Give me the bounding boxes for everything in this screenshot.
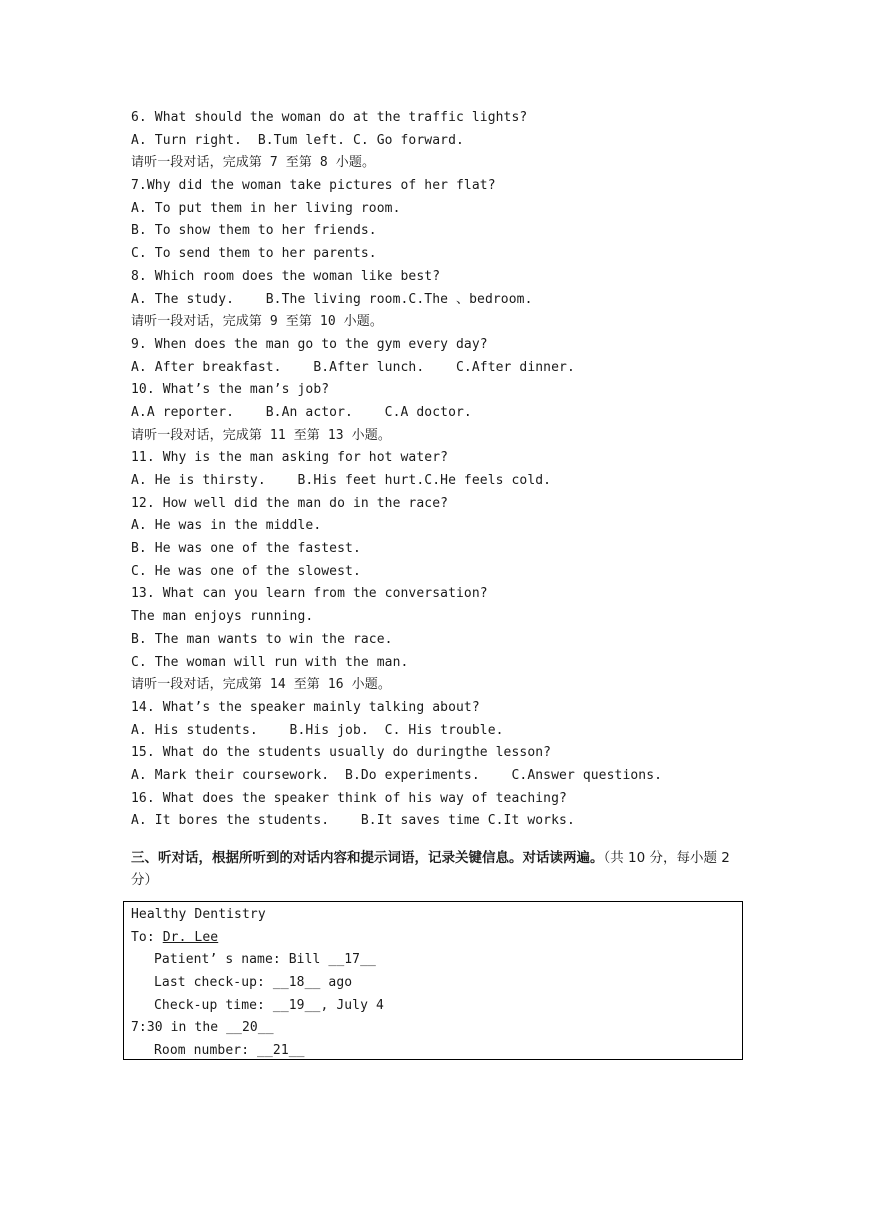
- question-12: 12. How well did the man do in the race?: [131, 495, 449, 511]
- options-15: A. Mark their coursework. B.Do experiments. C.Answer questions.: [131, 767, 663, 783]
- notes-room-number: Room number: __21__: [154, 1043, 305, 1059]
- option-13a: The man enjoys running.: [131, 609, 314, 625]
- option-13c: C. The woman will run with the man.: [131, 654, 409, 670]
- question-7: 7.Why did the woman take pictures of her flat?: [131, 178, 496, 194]
- notes-title: Healthy Dentistry: [131, 907, 266, 922]
- options-14: A. His students. B.His job. C. His trouble.: [131, 722, 504, 738]
- instruction-7-8: 请听一段对话，完成第 7 至第 8 小题。: [131, 155, 376, 171]
- option-12b: B. He was one of the fastest.: [131, 541, 361, 557]
- option-7c: C. To send them to her parents.: [131, 246, 377, 262]
- options-8: A. The study. B.The living room.C.The 、bedroom.: [131, 291, 533, 307]
- instruction-14-16: 请听一段对话，完成第 14 至第 16 小题。: [131, 677, 391, 693]
- question-6: 6. What should the woman do at the traffic lights?: [131, 110, 528, 125]
- options-11: A. He is thirsty. B.His feet hurt.C.He feels cold.: [131, 473, 552, 488]
- notes-to-label: To:: [131, 929, 163, 945]
- option-7a: A. To put them in her living room.: [131, 200, 401, 216]
- options-9: A. After breakfast. B.After lunch. C.After dinner.: [131, 359, 575, 375]
- option-12c: C. He was one of the slowest.: [131, 563, 361, 579]
- options-10: A.A reporter. B.An actor. C.A doctor.: [131, 404, 472, 420]
- notes-checkup-time: Check-up time: __19__, July 4: [154, 997, 384, 1013]
- section-3-heading: [131, 847, 743, 891]
- notes-to-value: Dr. Lee: [162, 929, 219, 945]
- option-7b: B. To show them to her friends.: [131, 223, 377, 239]
- notes-patient-name: Patient’ s name: Bill __17__: [154, 952, 376, 968]
- instruction-11-13: 请听一段对话，完成第 11 至第 13 小题。: [131, 427, 391, 443]
- option-13b: B. The man wants to win the race.: [131, 631, 393, 647]
- section-3-score: （共 10 分，每小题 2 分）: [131, 850, 730, 888]
- notes-to-line: [131, 927, 742, 950]
- question-16: 16. What does the speaker think of his way of teaching?: [131, 790, 567, 806]
- options-16: A. It bores the students. B.It saves time C.It works.: [131, 813, 575, 829]
- question-15: 15. What do the students usually do duringthe lesson?: [131, 745, 552, 761]
- instruction-9-10: 请听一段对话，完成第 9 至第 10 小题。: [131, 314, 383, 330]
- question-9: 9. When does the man go to the gym every day?: [131, 336, 488, 352]
- question-list: [131, 107, 751, 891]
- question-14: 14. What’s the speaker mainly talking about?: [131, 699, 480, 715]
- question-11: 11. Why is the man asking for hot water?: [131, 450, 449, 466]
- notes-last-checkup: Last check-up: __18__ ago: [154, 975, 353, 991]
- option-12a: A. He was in the middle.: [131, 518, 322, 534]
- notes-time-line: 7:30 in the __20__: [131, 1020, 274, 1036]
- notes-box: [123, 901, 743, 1060]
- question-8: 8. Which room does the woman like best?: [131, 268, 441, 284]
- question-10: 10. What’s the man’s job?: [131, 382, 330, 398]
- question-13: 13. What can you learn from the conversation?: [131, 586, 488, 602]
- options-6: A. Turn right. B.Tum left. C. Go forward.: [131, 132, 464, 148]
- section-3-title: 三、听对话，根据所听到的对话内容和提示词语，记录关键信息。对话读两遍。: [131, 850, 604, 866]
